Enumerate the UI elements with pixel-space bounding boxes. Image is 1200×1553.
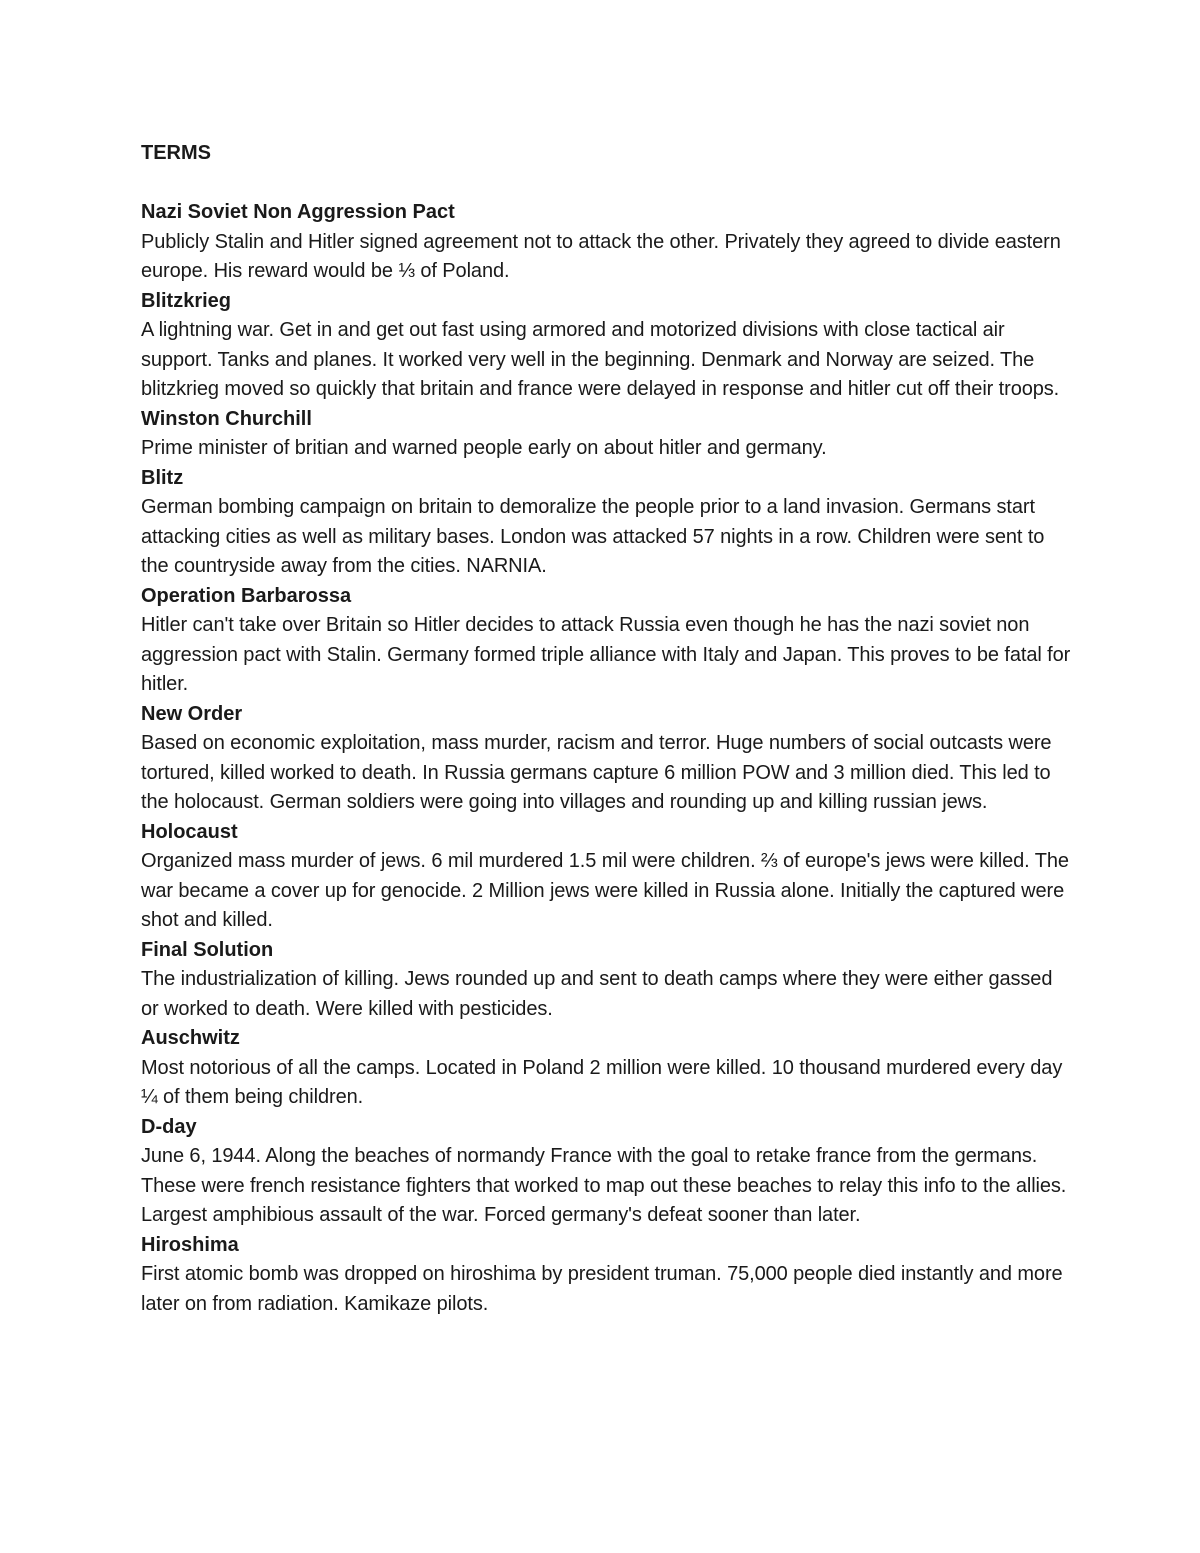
document-body [141, 139, 1071, 1319]
term-definition: Most notorious of all the camps. Located in Poland 2 million were killed. 10 thousand murdered every day ¼ of them being children. [141, 1056, 1063, 1108]
term-title: Hiroshima [141, 1233, 239, 1256]
term-title: Winston Churchill [141, 407, 312, 430]
term-entry [141, 198, 1071, 287]
term-definition: Organized mass murder of jews. 6 mil murdered 1.5 mil were children. ⅔ of europe's jews were killed. The war became a cover up for genocide. 2 Million jews were killed in Russia alone. Initially the captured were shot and killed. [141, 850, 1069, 931]
document-heading: TERMS [141, 142, 211, 164]
term-definition: Prime minister of britian and warned people early on about hitler and germany. [141, 437, 827, 459]
term-title: Final Solution [141, 938, 274, 961]
term-title: Nazi Soviet Non Aggression Pact [141, 201, 455, 223]
term-definition: Publicly Stalin and Hitler signed agreement not to attack the other. Privately they agreed to divide eastern europe. His reward would be ⅓ of Poland. [141, 230, 1061, 282]
term-title: Blitzkrieg [141, 289, 232, 312]
term-title: Operation Barbarossa [141, 584, 352, 607]
term-entry [141, 936, 1071, 1025]
term-entry [141, 1113, 1071, 1231]
term-entry [141, 464, 1071, 582]
term-definition: June 6, 1944. Along the beaches of normandy France with the goal to retake france from the germans. These were french resistance fighters that worked to map out these beaches to relay this info to the allies. Largest amphibious assault of the war. Forced germany's defeat sooner than later. [141, 1145, 1067, 1226]
term-title: Blitz [141, 466, 184, 489]
term-title: New Order [141, 702, 243, 725]
term-definition: Hitler can't take over Britain so Hitler decides to attack Russia even though he has the nazi soviet non aggression pact with Stalin. Germany formed triple alliance with Italy and Japan. This proves to be fatal for hitler. [141, 614, 1071, 695]
term-entry [141, 287, 1071, 405]
term-definition: German bombing campaign on britain to demoralize the people prior to a land invasion. Germans start attacking cities as well as military bases. London was attacked 57 nights in a row. Children were sent to the countryside away from the cities. NARNIA. [141, 496, 1045, 577]
term-entry [141, 700, 1071, 818]
term-entry [141, 405, 1071, 464]
term-entry [141, 1231, 1071, 1320]
term-title: Holocaust [141, 820, 238, 843]
term-definition: Based on economic exploitation, mass murder, racism and terror. Huge numbers of social outcasts were tortured, killed worked to death. In Russia germans capture 6 million POW and 3 million died. This led to the holocaust. German soldiers were going into villages and rounding up and killing russian jews. [141, 732, 1052, 813]
term-definition: A lightning war. Get in and get out fast using armored and motorized divisions with close tactical air support. Tanks and planes. It worked very well in the beginning. Denmark and Norway are seized. The blitzkrieg moved so quickly that britain and france were delayed in response and hitler cut off their troops. [141, 319, 1060, 400]
term-entry [141, 1024, 1071, 1113]
term-title: D-day [141, 1115, 197, 1138]
term-definition: The industrialization of killing. Jews rounded up and sent to death camps where they were either gassed or worked to death. Were killed with pesticides. [141, 968, 1053, 1020]
term-definition: First atomic bomb was dropped on hiroshima by president truman. 75,000 people died instantly and more later on from radiation. Kamikaze pilots. [141, 1263, 1063, 1315]
term-entry [141, 818, 1071, 936]
term-title: Auschwitz [141, 1027, 240, 1049]
term-entry [141, 582, 1071, 700]
